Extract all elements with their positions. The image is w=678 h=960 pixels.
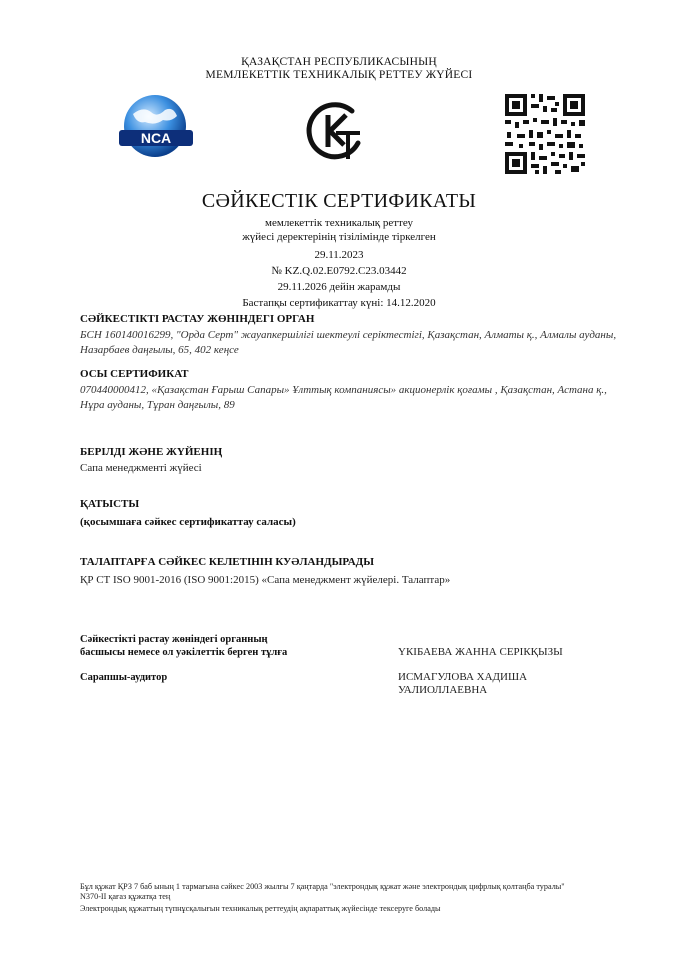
auditor-name-line-1: ИСМАГУЛОВА ХАДИША — [398, 671, 528, 683]
footer-line-2: N370-II қағаз құжатқа тең — [80, 892, 171, 901]
head-name: ҮКІБАЕВА ЖАННА СЕРІКҚЫЗЫ — [398, 646, 563, 658]
qr-code-icon — [503, 92, 587, 176]
page-title: СӘЙКЕСТІК СЕРТИФИКАТЫ — [201, 190, 477, 212]
certification-body-line-1: БСН 160140016299, "Орда Серт" жауапкершілігі шектеулі серіктестігі, Қазақстан, Алматы қ., Алмалы ауданы, — [80, 329, 617, 341]
registry-line-1: мемлекеттік техникалық реттеу — [265, 217, 413, 229]
head-label-line-2: басшысы немесе ол уәкілеттік берген тұлға — [80, 647, 288, 658]
scope-heading: ҚАТЫСТЫ — [80, 498, 140, 510]
registry-date: 29.11.2023 — [314, 249, 364, 261]
scope-value: (қосымшаға сәйкес сертификаттау саласы) — [80, 516, 296, 528]
certificate-holder-heading: ОСЫ СЕРТИФИКАТ — [80, 368, 189, 380]
requirements-value: ҚР СТ ISO 9001-2016 (ISO 9001:2015) «Сапа менеджмент жүйелері. Талаптар» — [80, 574, 451, 586]
header-line-2: МЕМЛЕКЕТТІК ТЕХНИКАЛЫҚ РЕТТЕУ ЖҮЙЕСІ — [205, 69, 473, 81]
certificate-number: № KZ.Q.02.E0792.C23.03442 — [271, 265, 407, 277]
footer-line-1: Бұл құжат ҚРЗ 7 баб ының 1 тармағына сәйкес 2003 жылғы 7 қаңтарда "электрондық құжат және электрондық цифрлық қолтаңба туралы" — [80, 882, 565, 891]
certificate-holder-line-1: 070440000412, «Қазақстан Ғарыш Сапары» Ұлттық компаниясы» акционерлік қоғамы , Қазақстан, Астана қ., — [80, 384, 607, 396]
nca-logo-text: NCA — [140, 130, 172, 146]
head-label-line-1: Сәйкестікті растау жөніндегі органның — [80, 634, 268, 645]
auditor-name-line-2: УАЛИОЛЛАЕВНА — [398, 684, 488, 696]
nca-logo — [115, 92, 197, 164]
header-line-1: ҚАЗАҚСТАН РЕСПУБЛИКАСЫНЫҢ — [241, 56, 437, 68]
certification-body-heading: СӘЙКЕСТІКТІ РАСТАУ ЖӨНІНДЕГІ ОРГАН — [80, 313, 315, 325]
conformity-mark-icon — [300, 97, 368, 165]
footer-line-3: Электрондық құжаттың түпнұсқалығын техникалық реттеудің ақпараттық жүйесінде тексеруге болады — [80, 904, 441, 913]
valid-until: 29.11.2026 дейін жарамды — [277, 281, 401, 293]
certification-body-line-2: Назарбаев даңғылы, 65, 402 кеңсе — [80, 344, 239, 356]
requirements-heading: ТАЛАПТАРҒА СӘЙКЕС КЕЛЕТІНІН КУӘЛАНДЫРАДЫ — [80, 556, 375, 568]
system-heading: БЕРІЛДІ ЖӘНЕ ЖҮЙЕНІҢ — [80, 446, 223, 458]
auditor-label: Сарапшы-аудитор — [80, 672, 168, 683]
certificate-holder-line-2: Нұра ауданы, Тұран даңғылы, 89 — [80, 399, 235, 411]
initial-certification-date: Бастапқы сертификаттау күні: 14.12.2020 — [242, 297, 436, 309]
registry-line-2: жүйесі деректерінің тізілімінде тіркелген — [242, 231, 436, 243]
system-value: Сапа менеджменті жүйесі — [80, 462, 202, 474]
